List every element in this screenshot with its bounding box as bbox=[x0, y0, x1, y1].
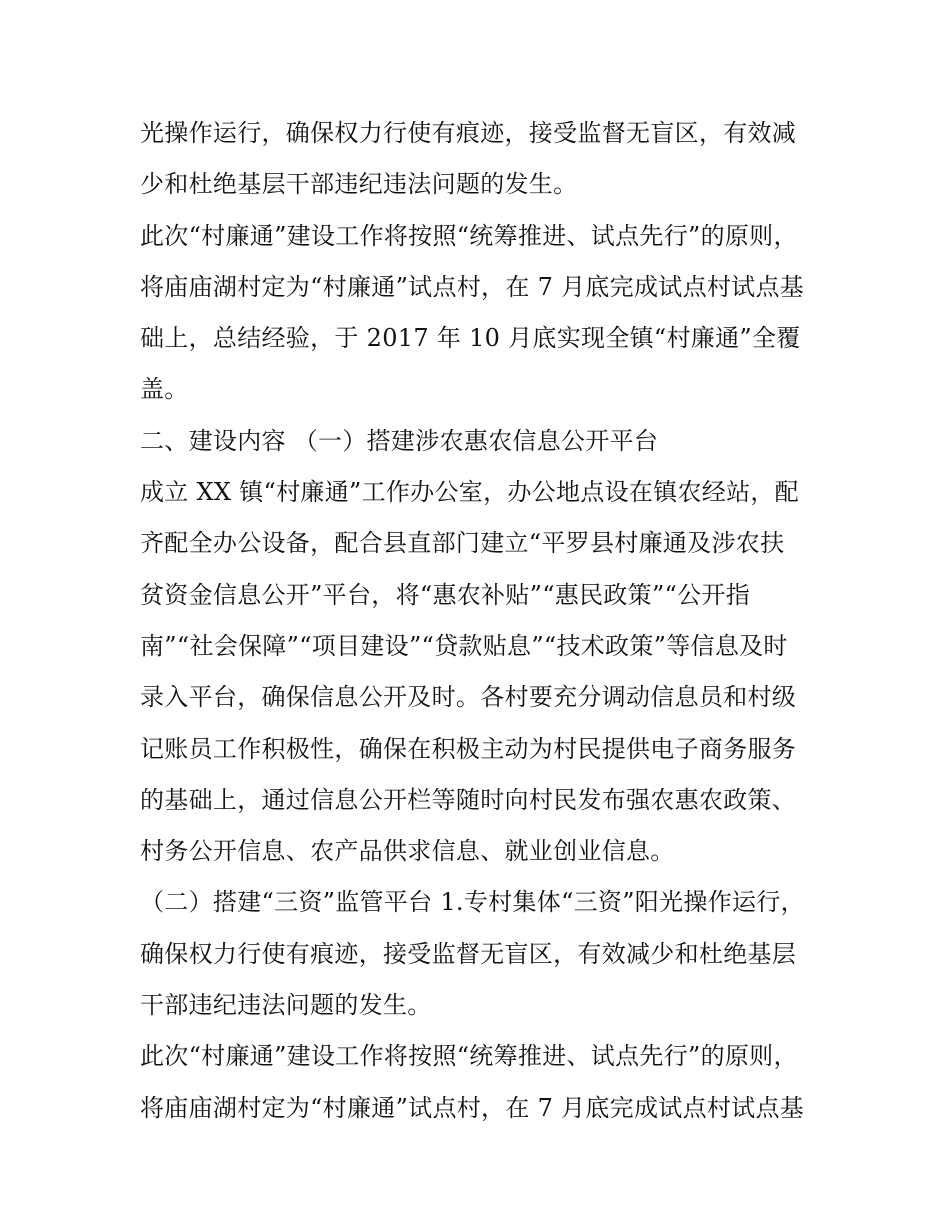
text-line-13: 记账员工作积极性，确保在积极主动为村民提供电子商务服务 bbox=[140, 734, 797, 763]
text-line-15: 村务公开信息、农产品供求信息、就业创业信息。 bbox=[140, 837, 675, 866]
text-line-4: 将庙庙湖村定为“村廉通”试点村，在 7 月底完成试点村试点基 bbox=[140, 272, 805, 301]
section-heading-line: 二、建设内容 （一）搭建涉农惠农信息公开平台 bbox=[140, 426, 659, 455]
text-line-2: 少和杜绝基层干部违纪违法问题的发生。 bbox=[140, 170, 578, 199]
text-line-12: 录入平台，确保信息公开及时。各村要充分调动信息员和村级 bbox=[140, 683, 797, 712]
text-line-1: 光操作运行，确保权力行使有痕迹，接受监督无盲区，有效减 bbox=[140, 119, 797, 147]
text-line-17: 确保权力行使有痕迹，接受监督无盲区，有效减少和杜绝基层 bbox=[140, 939, 797, 968]
text-line-3: 此次“村廉通”建设工作将按照“统筹推进、试点先行”的原则， bbox=[140, 221, 798, 250]
text-line-14: 的基础上，通过信息公开栏等随时向村民发布强农惠农政策、 bbox=[140, 785, 797, 814]
text-line-5: 础上，总结经验，于 2017 年 10 月底实现全镇“村廉通”全覆 bbox=[140, 324, 801, 353]
text-line-18: 干部违纪违法问题的发生。 bbox=[140, 991, 432, 1020]
document-body bbox=[140, 108, 830, 1134]
text-line-6: 盖。 bbox=[140, 375, 189, 404]
text-line-10: 贫资金信息公开”平台，将“惠农补贴”“惠民政策”“公开指 bbox=[140, 580, 751, 609]
text-line-8: 成立 XX 镇“村廉通”工作办公室，办公地点设在镇农经站，配 bbox=[140, 478, 799, 507]
text-line-20: 将庙庙湖村定为“村廉通”试点村，在 7 月底完成试点村试点基 bbox=[140, 1093, 805, 1122]
subsection-heading-line: （二）搭建“三资”监管平台 1.专村集体“三资”阳光操作运行， bbox=[140, 888, 805, 917]
text-line-19: 此次“村廉通”建设工作将按照“统筹推进、试点先行”的原则， bbox=[140, 1042, 798, 1071]
text-line-9: 齐配全办公设备，配合县直部门建立“平罗县村廉通及涉农扶 bbox=[140, 529, 785, 558]
text-line-11: 南”“社会保障”“项目建设”“贷款贴息”“技术政策”等信息及时 bbox=[140, 631, 788, 660]
